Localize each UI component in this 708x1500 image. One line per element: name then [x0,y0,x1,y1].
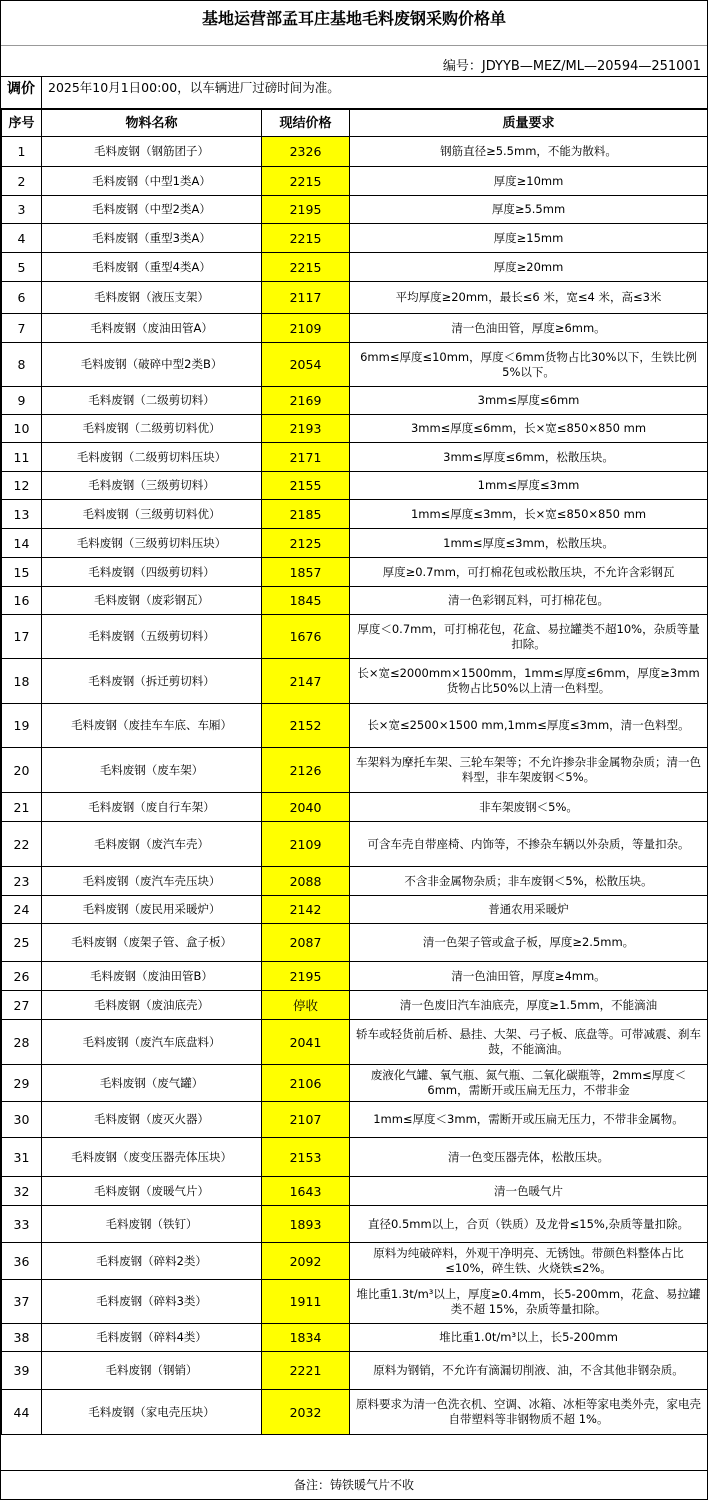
material-name-cell: 毛料废钢（中型1类A） [42,167,262,196]
price-cell: 2126 [262,748,350,793]
table-row [2,822,708,867]
price-cell: 2147 [262,659,350,704]
price-cell: 2221 [262,1352,350,1390]
quality-cell: 1mm≤厚度≤3mm，长×宽≤850×850 mm [350,500,708,529]
material-name-cell: 毛料废钢（碎料3类） [42,1280,262,1324]
seq-cell: 32 [2,1177,42,1206]
table-header-row [2,110,708,137]
table-row [2,896,708,924]
price-cell: 2215 [262,167,350,196]
price-adjust-text: 2025年10月1日00:00，以车辆进厂过磅时间为准。 [48,80,340,95]
price-cell: 2041 [262,1020,350,1065]
price-cell: 2215 [262,224,350,253]
seq-cell: 15 [2,558,42,587]
price-cell: 2087 [262,924,350,962]
table-row [2,748,708,793]
table-row [2,529,708,558]
seq-cell: 17 [2,615,42,659]
table-row [2,1020,708,1065]
price-adjust-label: 调价 [1,77,42,108]
material-name-cell: 毛料废钢（重型3类A） [42,224,262,253]
seq-cell: 29 [2,1065,42,1102]
seq-cell: 36 [2,1243,42,1280]
seq-cell: 8 [2,343,42,387]
table-row [2,1138,708,1177]
price-cell: 2155 [262,472,350,500]
header-seq: 序号 [2,110,42,137]
price-cell: 2032 [262,1390,350,1435]
seq-cell: 38 [2,1324,42,1352]
quality-cell: 钢筋直径≥5.5mm，不能为散料。 [350,137,708,167]
table-row [2,587,708,615]
material-name-cell: 毛料废钢（拆迁剪切料） [42,659,262,704]
material-name-cell: 毛料废钢（废汽车底盘料） [42,1020,262,1065]
header-material: 物料名称 [42,110,262,137]
price-cell: 1834 [262,1324,350,1352]
table-row [2,343,708,387]
price-cell: 2107 [262,1102,350,1138]
seq-cell: 26 [2,962,42,991]
price-cell: 2153 [262,1138,350,1177]
material-name-cell: 毛料废钢（重型4类A） [42,253,262,282]
material-name-cell: 毛料废钢（废油田管A） [42,314,262,343]
material-name-cell: 毛料废钢（三级剪切料优） [42,500,262,529]
quality-cell: 长×宽≤2000mm×1500mm，1mm≤厚度≤6mm，厚度≥3mm 货物占比50%以上清一色料型。 [350,659,708,704]
seq-cell: 13 [2,500,42,529]
price-cell: 1893 [262,1206,350,1243]
price-cell: 2109 [262,822,350,867]
quality-cell: 3mm≤厚度≤6mm，长×宽≤850×850 mm [350,415,708,443]
seq-cell: 14 [2,529,42,558]
seq-cell: 2 [2,167,42,196]
material-name-cell: 毛料废钢（废气罐） [42,1065,262,1102]
price-cell: 1857 [262,558,350,587]
quality-cell: 不含非金属物杂质；非车废钢＜5%，松散压块。 [350,867,708,896]
material-name-cell: 毛料废钢（废变压器壳体压块） [42,1138,262,1177]
table-row [2,196,708,224]
price-cell: 2088 [262,867,350,896]
quality-cell: 1mm≤厚度≤3mm，松散压块。 [350,529,708,558]
seq-cell: 7 [2,314,42,343]
seq-cell: 37 [2,1280,42,1324]
material-name-cell: 毛料废钢（五级剪切料） [42,615,262,659]
table-row [2,924,708,962]
material-name-cell: 毛料废钢（废挂车车底、车厢） [42,704,262,748]
seq-cell: 21 [2,793,42,822]
seq-cell: 30 [2,1102,42,1138]
material-name-cell: 毛料废钢（废汽车壳） [42,822,262,867]
seq-cell: 20 [2,748,42,793]
table-row [2,387,708,415]
document-number: 编号：JDYYB—MEZ/ML—20594—251001 [1,46,707,77]
seq-cell: 4 [2,224,42,253]
material-name-cell: 毛料废钢（铁钉） [42,1206,262,1243]
quality-cell: 厚度≥5.5mm [350,196,708,224]
material-name-cell: 毛料废钢（三级剪切料） [42,472,262,500]
quality-cell: 清一色架子管或盒子板，厚度≥2.5mm。 [350,924,708,962]
quality-cell: 厚度≥15mm [350,224,708,253]
material-name-cell: 毛料废钢（废暖气片） [42,1177,262,1206]
price-cell: 2054 [262,343,350,387]
quality-cell: 3mm≤厚度≤6mm [350,387,708,415]
material-name-cell: 毛料废钢（废车架） [42,748,262,793]
table-row [2,962,708,991]
table-row [2,1352,708,1390]
quality-cell: 非车架废钢＜5%。 [350,793,708,822]
table-row [2,167,708,196]
price-cell: 2142 [262,896,350,924]
table-row [2,137,708,167]
quality-cell: 直径0.5mm以上，合页（铁质）及龙骨≤15%,杂质等量扣除。 [350,1206,708,1243]
material-name-cell: 毛料废钢（中型2类A） [42,196,262,224]
material-name-cell: 毛料废钢（钢筋团子） [42,137,262,167]
quality-cell: 清一色变压器壳体，松散压块。 [350,1138,708,1177]
table-row [2,224,708,253]
table-row [2,991,708,1020]
table-row [2,659,708,704]
material-name-cell: 毛料废钢（液压支架） [42,282,262,314]
table-row [2,704,708,748]
price-cell: 2040 [262,793,350,822]
table-row [2,1206,708,1243]
material-name-cell: 毛料废钢（钢销） [42,1352,262,1390]
quality-cell: 1mm≤厚度＜3mm，需断开或压扁无压力，不带非金属物。 [350,1102,708,1138]
seq-cell: 9 [2,387,42,415]
price-cell: 2109 [262,314,350,343]
header-quality: 质量要求 [350,110,708,137]
footer-remark: 备注：铸铁暖气片不收 [1,1470,707,1499]
price-cell: 2125 [262,529,350,558]
quality-cell: 清一色彩钢瓦料，可打棉花包。 [350,587,708,615]
quality-cell: 轿车或轻货前后桥、悬挂、大架、弓子板、底盘等。可带减震、刹车鼓，不能滴油。 [350,1020,708,1065]
price-cell: 2193 [262,415,350,443]
price-cell: 1676 [262,615,350,659]
material-name-cell: 毛料废钢（废汽车壳压块） [42,867,262,896]
table-row [2,1243,708,1280]
price-cell: 2169 [262,387,350,415]
seq-cell: 23 [2,867,42,896]
seq-cell: 5 [2,253,42,282]
seq-cell: 39 [2,1352,42,1390]
price-cell: 2215 [262,253,350,282]
quality-cell: 普通农用采暖炉 [350,896,708,924]
table-row [2,1324,708,1352]
material-name-cell: 毛料废钢（破碎中型2类B） [42,343,262,387]
material-name-cell: 毛料废钢（废油底壳） [42,991,262,1020]
quality-cell: 原料要求为清一色洗衣机、空调、冰箱、冰柜等家电类外壳，家电壳自带塑料等非钢物质不超 1%。 [350,1390,708,1435]
material-name-cell: 毛料废钢（二级剪切料） [42,387,262,415]
quality-cell: 清一色暖气片 [350,1177,708,1206]
seq-cell: 19 [2,704,42,748]
price-adjust-row [1,77,707,109]
seq-cell: 1 [2,137,42,167]
material-name-cell: 毛料废钢（废彩钢瓦） [42,587,262,615]
table-row [2,1065,708,1102]
seq-cell: 44 [2,1390,42,1435]
quality-cell: 长×宽≤2500×1500 mm,1mm≤厚度≤3mm，清一色料型。 [350,704,708,748]
seq-cell: 22 [2,822,42,867]
table-row [2,1280,708,1324]
table-row [2,415,708,443]
quality-cell: 6mm≤厚度≤10mm，厚度＜6mm货物占比30%以下，生铁比例5%以下。 [350,343,708,387]
quality-cell: 堆比重1.3t/m³以上，厚度≥0.4mm，长5-200mm，花盒、易拉罐类不超 15%，杂质等量扣除。 [350,1280,708,1324]
material-name-cell: 毛料废钢（家电壳压块） [42,1390,262,1435]
quality-cell: 平均厚度≥20mm，最长≤6 米，宽≤4 米，高≤3米 [350,282,708,314]
seq-cell: 28 [2,1020,42,1065]
quality-cell: 原料为钢销，不允许有滴漏切削液、油，不含其他非钢杂质。 [350,1352,708,1390]
quality-cell: 可含车壳自带座椅、内饰等，不掺杂车辆以外杂质，等量扣杂。 [350,822,708,867]
quality-cell: 厚度＜0.7mm，可打棉花包，花盒、易拉罐类不超10%，杂质等量扣除。 [350,615,708,659]
price-cell: 2092 [262,1243,350,1280]
page-title: 基地运营部孟耳庄基地毛料废钢采购价格单 [1,1,707,46]
table-row [2,314,708,343]
table-row [2,443,708,472]
price-cell: 2195 [262,962,350,991]
quality-cell: 原料为纯破碎料，外观干净明亮、无锈蚀。带颜色料整体占比≤10%，碎生铁、火烧铁≤2%。 [350,1243,708,1280]
header-price: 现结价格 [262,110,350,137]
quality-cell: 1mm≤厚度≤3mm [350,472,708,500]
quality-cell: 堆比重1.0t/m³以上，长5-200mm [350,1324,708,1352]
quality-cell: 车架料为摩托车架、三轮车架等；不允许掺杂非金属物杂质；清一色料型，非车架废钢＜5%。 [350,748,708,793]
price-cell: 1911 [262,1280,350,1324]
table-row [2,867,708,896]
material-name-cell: 毛料废钢（三级剪切料压块） [42,529,262,558]
price-cell: 2326 [262,137,350,167]
quality-cell: 清一色废旧汽车油底壳，厚度≥1.5mm，不能滴油 [350,991,708,1020]
price-cell: 2195 [262,196,350,224]
seq-cell: 16 [2,587,42,615]
seq-cell: 33 [2,1206,42,1243]
seq-cell: 18 [2,659,42,704]
material-name-cell: 毛料废钢（废架子管、盒子板） [42,924,262,962]
price-table [1,109,708,1435]
seq-cell: 10 [2,415,42,443]
table-row [2,472,708,500]
material-name-cell: 毛料废钢（二级剪切料优） [42,415,262,443]
quality-cell: 厚度≥20mm [350,253,708,282]
table-row [2,253,708,282]
quality-cell: 废液化气罐、氧气瓶、氮气瓶、二氧化碳瓶等，2mm≤厚度＜6mm，需断开或压扁无压力，不带非金 [350,1065,708,1102]
price-cell: 2152 [262,704,350,748]
price-cell: 2106 [262,1065,350,1102]
price-cell: 1845 [262,587,350,615]
table-row [2,793,708,822]
price-cell: 2185 [262,500,350,529]
seq-cell: 27 [2,991,42,1020]
seq-cell: 6 [2,282,42,314]
material-name-cell: 毛料废钢（废自行车架） [42,793,262,822]
seq-cell: 3 [2,196,42,224]
seq-cell: 24 [2,896,42,924]
material-name-cell: 毛料废钢（废油田管B） [42,962,262,991]
material-name-cell: 毛料废钢（碎料2类） [42,1243,262,1280]
material-name-cell: 毛料废钢（四级剪切料） [42,558,262,587]
table-row [2,615,708,659]
price-cell: 2171 [262,443,350,472]
seq-cell: 11 [2,443,42,472]
quality-cell: 3mm≤厚度≤6mm，松散压块。 [350,443,708,472]
seq-cell: 25 [2,924,42,962]
table-row [2,558,708,587]
material-name-cell: 毛料废钢（废民用采暖炉） [42,896,262,924]
quality-cell: 清一色油田管，厚度≥6mm。 [350,314,708,343]
price-cell: 1643 [262,1177,350,1206]
material-name-cell: 毛料废钢（二级剪切料压块） [42,443,262,472]
table-row [2,1177,708,1206]
table-row [2,1102,708,1138]
seq-cell: 12 [2,472,42,500]
material-name-cell: 毛料废钢（废灭火器） [42,1102,262,1138]
price-cell: 停收 [262,991,350,1020]
table-row [2,282,708,314]
quality-cell: 厚度≥0.7mm，可打棉花包或松散压块，不允许含彩钢瓦 [350,558,708,587]
material-name-cell: 毛料废钢（碎料4类） [42,1324,262,1352]
price-cell: 2117 [262,282,350,314]
seq-cell: 31 [2,1138,42,1177]
quality-cell: 清一色油田管，厚度≥4mm。 [350,962,708,991]
quality-cell: 厚度≥10mm [350,167,708,196]
table-row [2,1390,708,1435]
table-row [2,500,708,529]
